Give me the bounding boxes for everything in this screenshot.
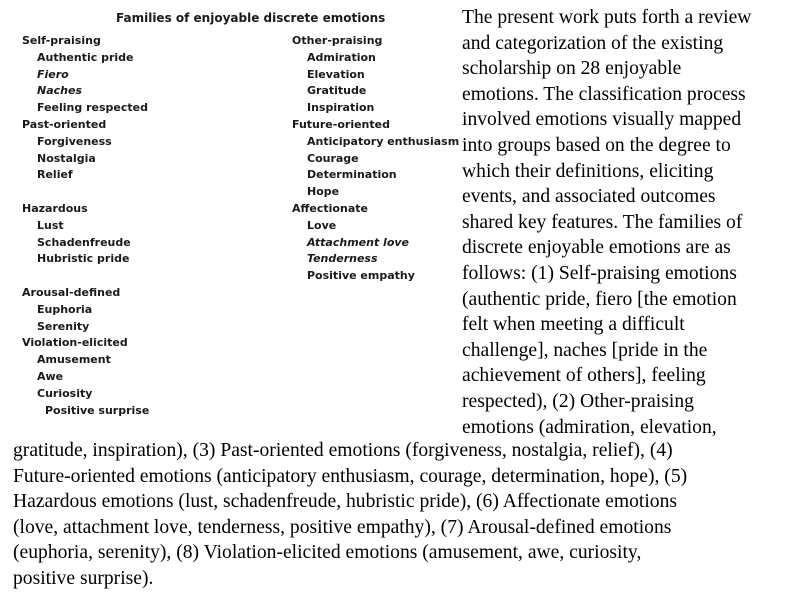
text-line: discrete enjoyable emotions are as [462,237,731,259]
category-hazardous: Hazardous [22,201,88,215]
figure-right-column [292,33,462,285]
category-affectionate: Affectionate [292,201,368,215]
text-line: Hazardous emotions (lust, schadenfreude, hubristic pride), (6) Affectionate emotions [13,491,677,513]
emotion-item: Naches [37,84,82,98]
emotion-item: Curiosity [37,386,93,400]
emotion-item: Courage [307,151,359,165]
text-line: Future-oriented emotions (anticipatory enthusiasm, courage, determination, hope), (5) [13,465,688,487]
emotion-item: Fiero [37,67,69,81]
text-line: emotions (admiration, elevation, [462,416,717,438]
emotion-item: Determination [307,168,397,182]
emotion-item: Amusement [37,353,111,367]
text-line: The present work puts forth a review [462,7,752,28]
emotion-item: Positive empathy [307,269,415,283]
text-line: involved emotions visually mapped [462,109,742,131]
category-future-oriented: Future-oriented [292,117,390,131]
text-line: into groups based on the degree to [462,134,731,156]
text-line: achievement of others], feeling [462,365,706,387]
emotion-item: Feeling respected [37,101,148,115]
text-line: positive surprise). [13,567,154,589]
text-line: challenge], naches [pride in the [462,339,708,361]
emotion-item: Hubristic pride [37,252,130,266]
emotion-item: Serenity [37,319,90,333]
emotion-item: Awe [37,369,64,383]
text-line: and categorization of the existing [462,32,724,54]
category-arousal-defined: Arousal-defined [22,285,121,299]
emotion-item: Forgiveness [37,134,112,148]
text-line: respected), (2) Other-praising [462,390,694,412]
emotion-item: Lust [37,218,64,232]
category-violation-elicited: Violation-elicited [22,336,128,350]
emotion-item: Anticipatory enthusiasm [307,134,460,148]
emotion-item: Attachment love [307,235,410,249]
spacer [22,184,232,201]
category-other-praising: Other-praising [292,34,383,47]
emotion-item: Schadenfreude [37,235,131,249]
body-paragraph-bottom [13,438,796,592]
category-self-praising: Self-praising [22,34,101,47]
text-line: scholarship on 28 enjoyable [462,58,682,80]
text-line: events, and associated outcomes [462,186,716,208]
emotion-item: Nostalgia [37,151,96,165]
emotion-item: Love [307,218,337,232]
emotion-item: Positive surprise [45,403,150,417]
text-line: (euphoria, serenity), (8) Violation-elicited emotions (amusement, awe, curiosity, [13,542,642,564]
category-past-oriented: Past-oriented [22,117,107,131]
text-line: (authentic pride, fiero [the emotion [462,288,737,310]
emotion-item: Authentic pride [37,50,134,64]
body-paragraph-right [462,5,796,440]
text-line: gratitude, inspiration), (3) Past-oriented emotions (forgiveness, nostalgia, relief), (4) [13,440,673,461]
spacer [22,268,232,285]
text-line: follows: (1) Self-praising emotions [462,262,737,284]
figure-title: Families of enjoyable discrete emotions [116,11,386,25]
emotion-item: Admiration [307,50,376,64]
emotion-families-figure [0,0,458,430]
text-line: shared key features. The families of [462,211,743,233]
emotion-item: Euphoria [37,302,93,316]
emotion-item: Relief [37,168,73,182]
text-line: which their definitions, eliciting [462,160,714,182]
figure-left-column [22,33,232,419]
text-line: felt when meeting a difficult [462,314,685,336]
emotion-item: Tenderness [307,252,378,266]
emotion-item: Elevation [307,67,365,81]
text-line: emotions. The classification process [462,83,746,105]
emotion-item: Inspiration [307,101,375,115]
emotion-item: Hope [307,185,340,199]
text-line: (love, attachment love, tenderness, positive empathy), (7) Arousal-defined emotions [13,516,672,538]
emotion-item: Gratitude [307,84,367,98]
